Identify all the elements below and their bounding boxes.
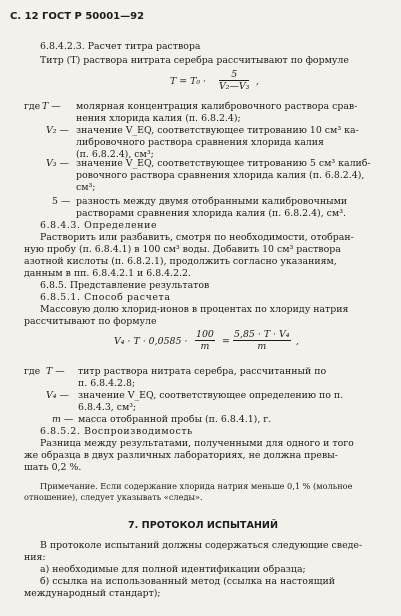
formula-titer-numerator: 5	[219, 69, 249, 81]
paragraph-line: ную пробу (п. 6.8.4.1) в 100 см³ воды. Добавить 10 см³ раствора	[24, 244, 341, 255]
def-symbol-V3: V₃ —	[46, 158, 69, 169]
def-text-line: см³;	[76, 182, 96, 193]
def-text-line: значение V_EQ, соответствующее определению по п.	[78, 390, 344, 401]
section-heading-6852: 6.8.5.2. Воспроизводимость	[40, 426, 193, 437]
note-line: отношение), следует указывать «следы».	[24, 492, 203, 502]
list-item-continuation: международный стандарт);	[24, 588, 161, 599]
paragraph-line: В протоколе испытаний должны содержаться следующие сведе-	[40, 540, 363, 551]
page-header: С. 12 ГОСТ Р 50001—92	[10, 11, 145, 22]
def-text-line: нения хлорида калия (п. 6.8.2.4);	[76, 113, 241, 124]
formula-chloride-frac1-den: m	[200, 341, 210, 352]
section-heading-6843-text: 6.8.4.3. Определение	[40, 220, 158, 231]
section-heading-6842-3: 6.8.4.2.3. Расчет титра раствора	[40, 41, 201, 52]
note-line: Примечание. Если содержание хлорида натрия меньше 0,1 % (мольное	[40, 481, 353, 491]
def-symbol-m: m —	[52, 414, 74, 425]
def-text-line: титр раствора нитрата серебра, рассчитанный по	[78, 366, 327, 377]
paragraph-line: азотной кислоты (п. 6.8.2.1), продолжить согласно указаниям,	[24, 256, 337, 267]
paragraph-line: ния:	[24, 552, 46, 563]
def-text-line: значение V_EQ, соответствующее титрованию 5 см³ калиб-	[76, 158, 371, 169]
formula-chloride-fraction-1	[195, 329, 215, 352]
def-text-line: растворами сравнения хлорида калия (п. 6.8.2.4), см³.	[76, 208, 346, 219]
def-symbol-T2: T —	[46, 366, 65, 377]
paragraph-line: данным в пп. 6.8.4.2.1 и 6.8.4.2.2.	[24, 268, 191, 279]
section-heading-6843	[40, 220, 157, 231]
paragraph-line: рассчитывают по формуле	[24, 316, 157, 327]
def-text-line: разность между двумя отобранными калибровочными	[76, 196, 348, 207]
section-heading-685: 6.8.5. Представление результатов	[40, 280, 210, 291]
formula-chloride-frac2-den: m	[257, 341, 267, 352]
section-heading-7: 7. ПРОТОКОЛ ИСПЫТАНИЙ	[128, 520, 278, 531]
def-symbol-5: 5 —	[52, 196, 71, 207]
def-symbol-V2: V₂ —	[46, 125, 69, 136]
formula-chloride-frac1-num: 100	[196, 329, 214, 340]
paragraph-line: же образца в двух различных лабораториях, не должна превы-	[24, 450, 338, 461]
formula-chloride-eq: =	[222, 336, 230, 347]
paragraph-line: Массовую долю хлорид-ионов в процентах по хлориду натрия	[40, 304, 349, 315]
def-text-line: (п. 6.8.2.4), см³;	[76, 149, 154, 160]
paragraph-line: Разница между результатами, полученными для одного и того	[40, 438, 354, 449]
def-text-line: либровочного раствора сравнения хлорида калия	[76, 137, 324, 148]
where-label-1: где	[24, 101, 41, 112]
where-label-2: где	[24, 366, 41, 377]
def-text-line: молярная концентрация калибровочного раствора срав-	[76, 101, 358, 112]
formula-intro: Титр (Т) раствора нитрата серебра рассчитывают по формуле	[40, 55, 349, 66]
formula-titer-lhs: T = T₀ ·	[170, 76, 207, 87]
section-heading-6851: 6.8.5.1. Способ расчета	[40, 292, 171, 303]
paragraph-line: шать 0,2 %.	[24, 462, 82, 473]
def-symbol-T: T —	[42, 101, 61, 112]
def-text-line: значение V_EQ, соответствующее титрованию 10 см³ ка-	[76, 125, 359, 136]
def-symbol-V4: V₄ —	[46, 390, 69, 401]
def-text-line: п. 6.8.4.2.8;	[78, 378, 136, 389]
def-text-line: масса отобранной пробы (п. 6.8.4.1), г.	[78, 414, 272, 425]
formula-chloride-lhs: V₄ · T · 0,0585 ·	[114, 336, 188, 347]
formula-chloride-frac2-num: 5,85 · T · V₄	[234, 329, 290, 340]
formula-titer-fraction	[219, 69, 249, 92]
list-item: а) необходимые для полной идентификации образца;	[40, 564, 306, 575]
formula-titer-denominator: V₂—V₃	[219, 81, 250, 92]
paragraph-line: Растворить или разбавить, смотря по необходимости, отобран-	[40, 232, 354, 243]
formula-chloride-fraction-2	[233, 329, 291, 352]
formula-chloride-tail: ,	[296, 336, 299, 347]
list-item: б) ссылка на использованный метод (ссылка на настоящий	[40, 576, 336, 587]
def-text-line: 6.8.4.3, см³;	[78, 402, 137, 413]
def-text-line: ровочного раствора сравнения хлорида калия (п. 6.8.2.4),	[76, 170, 365, 181]
formula-titer-tail: ,	[256, 76, 259, 87]
